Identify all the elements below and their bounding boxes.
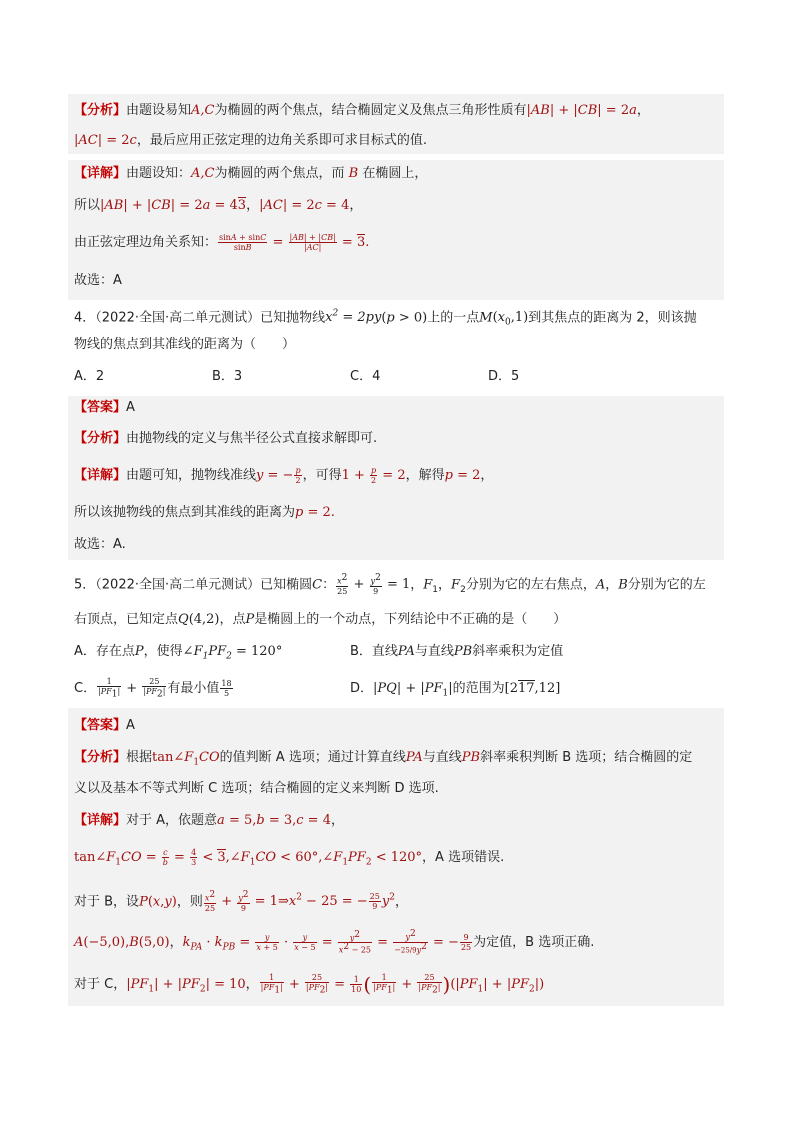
q5-detail-line2: $\tan\angle F_1CO$ = $\frac{c}{b}$ = $\frac{4}{3}$ < $3,\angle F_1CO$ < $60^\circ,\angle F_1PF_2 < 120^\circ$，A 选项错误. xyxy=(74,848,505,868)
q4-detail-line1: 【详解】由题可知，抛物线准线y = − $\frac{p}{2}$ ，可得1 + $\frac{p}{2}$ = 2，解得p = 2， xyxy=(74,466,494,485)
q3-detail-line2: 所以|AB| + |CB| = 2a = 43，|AC| = 2c = 4， xyxy=(74,198,363,213)
q4-option-a[interactable]: A．2 xyxy=(74,369,105,384)
q5-analysis-line2: 义以及基本不等式判断 C 选项；结合椭圆的定义来判断 D 选项. xyxy=(74,781,439,796)
detail-tag: 【详解】 xyxy=(74,166,127,181)
q5-option-b[interactable]: B．直线PA与直线PB斜率乘积为定值 xyxy=(350,644,564,659)
q4-stem-line2: 物线的焦点到其准线的距离为（ ） xyxy=(74,337,296,352)
q4-stem-line1: 4．（2022·全国·高二单元测试）已知抛物线$x^2 = 2py(p > 0)$上的一点$M(x_0,1)$到其焦点的距离为 2，则该抛 xyxy=(74,309,697,328)
q4-choice: 故选：A. xyxy=(74,537,126,552)
q5-detail-line4: A(−5,0),B(5,0)，$k_{PA} \cdot k_{PB}$ = $\frac{y}{x + 5}$ · $\frac{y}{x - 5}$ = $\frac{y^2}{x^2 - 25}$ = $\frac{y^2}{-25/9y^2}$ = − $\frac{9}{25}$ 为定值，B 选项正确. xyxy=(74,929,595,955)
q4-option-d[interactable]: D．5 xyxy=(488,369,520,384)
q3-analysis-line1: 【分析】由题设易知A,C为椭圆的两个焦点，结合椭圆定义及焦点三角形性质有|AB| + |CB| = 2a， xyxy=(74,103,650,118)
q5-stem-line2: 右顶点，已知定点Q(4,2)，点P是椭圆上的一个动点，下列结论中不正确的是（ ） xyxy=(74,612,567,627)
q4-answer: 【答案】A xyxy=(74,400,135,415)
q3-choice: 故选：A xyxy=(74,273,122,288)
q5-detail-line1: 【详解】对于 A，依题意a = 5,b = 3,c = 4， xyxy=(74,813,344,828)
q5-stem-line1: 5．（2022·全国·高二单元测试）已知椭圆C： $\frac{x^2}{25}$ + $\frac{y^2}{9}$ = 1，$F_1$，$F_2$分别为它的左右焦点，A，B分别为它的左 xyxy=(74,573,706,596)
q4-analysis: 【分析】由抛物线的定义与焦半径公式直接求解即可. xyxy=(74,431,378,446)
q3-analysis-line2: |AC| = 2c，最后应用正弦定理的边角关系即可求目标式的值. xyxy=(74,133,427,148)
q5-detail-line3: 对于 B，设P(x,y)，则 $\frac{x^2}{25}$ + $\frac{y^2}{9}$ = $1\Rightarrow x^2 - 25$ = − $\frac{25}{9}$ $y^2$， xyxy=(74,890,408,913)
q4-option-c[interactable]: C．4 xyxy=(350,369,381,384)
q3-detail-line3: 由正弦定理边角关系知： $\frac{\sin A + \sin C}{\sin B}$ = $\frac{|AB| + |CB|}{|AC|}$ = 3. xyxy=(74,233,370,252)
q5-detail-line5: 对于 C，$|PF_1| + |PF_2| = 10$， $\frac{1}{|PF_1|}$ + $\frac{25}{|PF_2|}$ = $\frac{1}{10}$ ( $\frac{1}{|PF_1|}$ + $\frac{25}{|PF_2|}$ )$(|PF_1| + |PF_2|)$ xyxy=(74,972,545,997)
q5-option-d[interactable]: D．$|PQ| + |PF_1|$的范围为[217,12] xyxy=(350,681,561,699)
q4-option-b[interactable]: B．3 xyxy=(212,369,243,384)
q5-option-a[interactable]: A．存在点P，使得$\angle F_1PF_2 = 120^\circ$ xyxy=(74,644,283,662)
analysis-tag: 【分析】 xyxy=(74,103,127,118)
q5-answer: 【答案】A xyxy=(74,718,135,733)
q4-detail-line2: 所以该抛物线的焦点到其准线的距离为p = 2. xyxy=(74,505,335,520)
q3-detail-line1: 【详解】由题设知：A,C为椭圆的两个焦点，而 B 在椭圆上， xyxy=(74,166,428,181)
q5-analysis-line1: 【分析】根据$\tan\angle F_1CO$的值判断 A 选项；通过计算直线PA与直线PB斜率乘积判断 B 选项；结合椭圆的定 xyxy=(74,750,693,768)
q5-option-c[interactable]: C． $\frac{1}{|PF_1|}$ + $\frac{25}{|PF_2|}$ 有最小值 $\frac{18}{5}$ xyxy=(74,677,232,700)
